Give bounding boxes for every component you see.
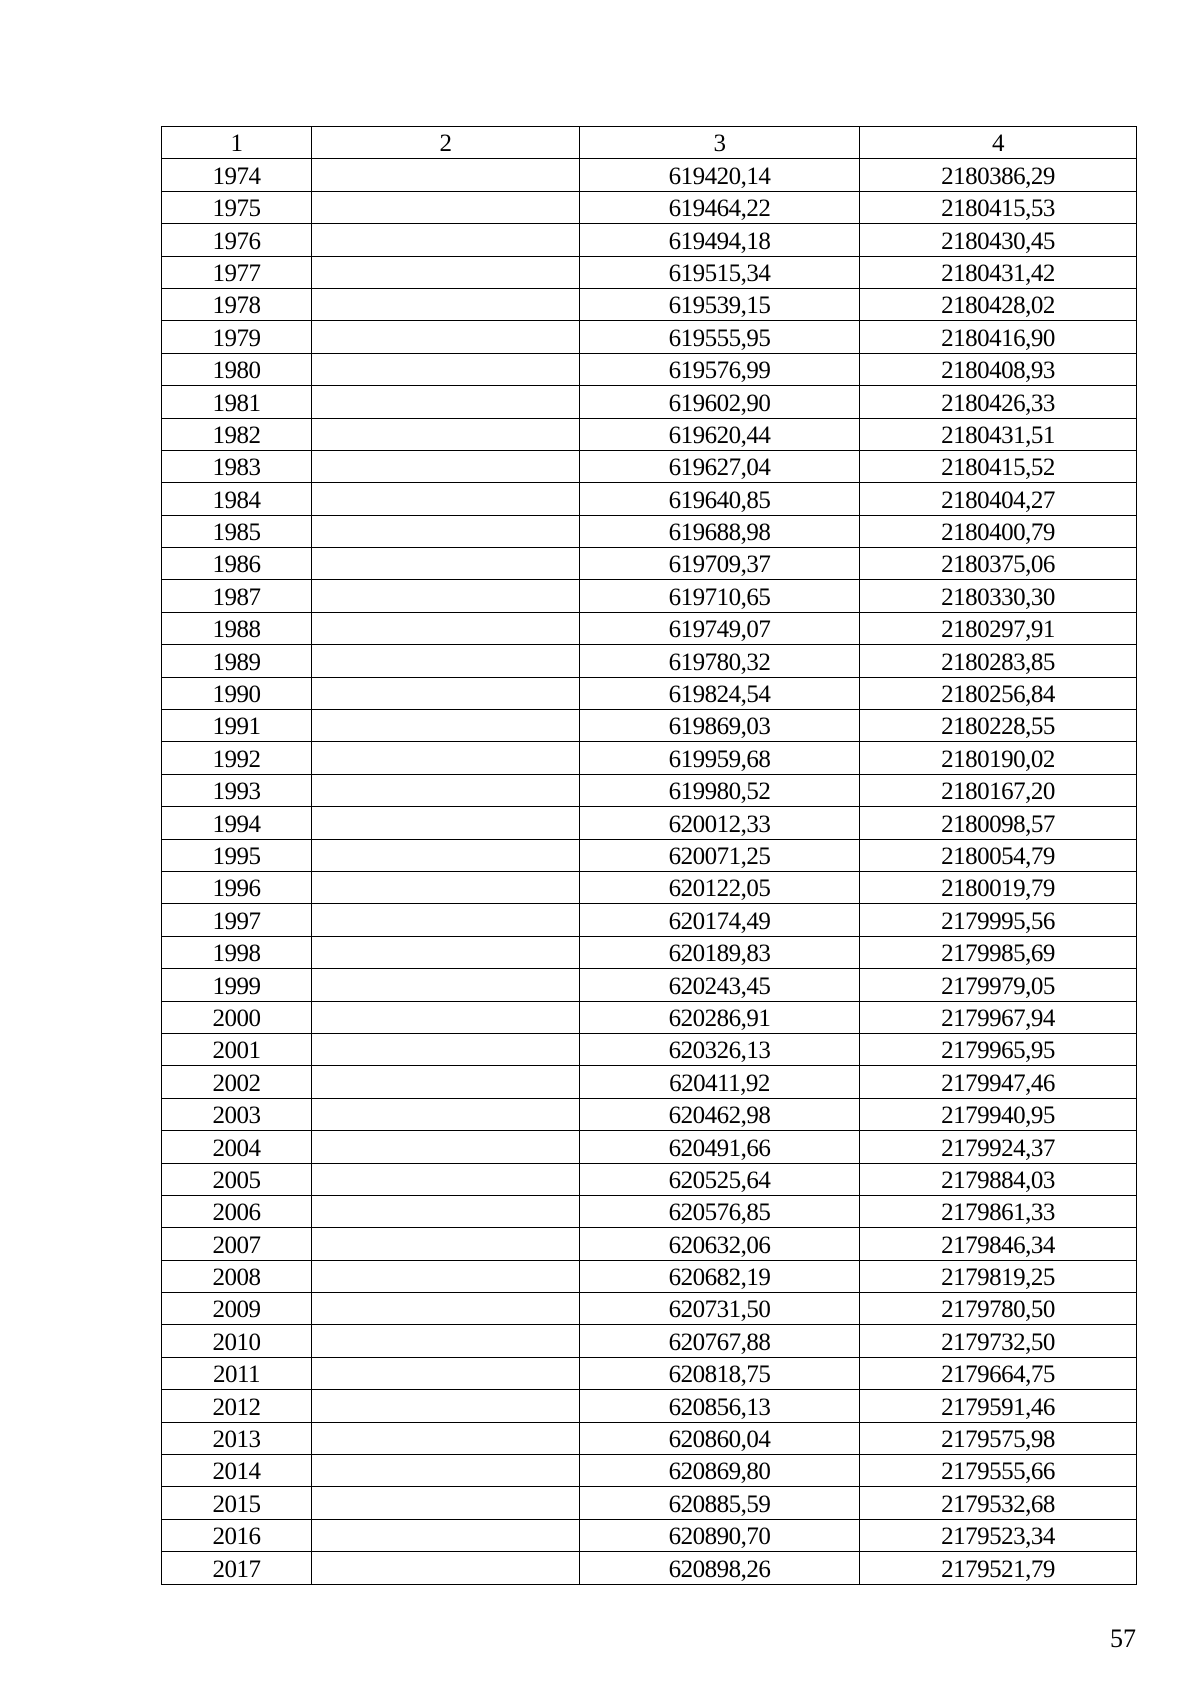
empty-cell — [312, 677, 580, 709]
x-coordinate-cell: 619464,22 — [580, 191, 860, 223]
empty-cell — [312, 839, 580, 871]
y-coordinate-cell: 2180430,45 — [860, 224, 1137, 256]
x-coordinate-cell: 620682,19 — [580, 1260, 860, 1292]
table-row — [162, 839, 1137, 871]
x-coordinate-cell: 619869,03 — [580, 710, 860, 742]
empty-cell — [312, 256, 580, 288]
x-coordinate-cell: 620898,26 — [580, 1552, 860, 1584]
y-coordinate-cell: 2179947,46 — [860, 1066, 1137, 1098]
table-row — [162, 904, 1137, 936]
y-coordinate-cell: 2179732,50 — [860, 1325, 1137, 1357]
table-row — [162, 1195, 1137, 1227]
table-row — [162, 1519, 1137, 1551]
year-cell: 1975 — [162, 191, 312, 223]
year-cell: 2006 — [162, 1195, 312, 1227]
year-cell: 2012 — [162, 1390, 312, 1422]
x-coordinate-cell: 620122,05 — [580, 871, 860, 903]
empty-cell — [312, 580, 580, 612]
year-cell: 2014 — [162, 1455, 312, 1487]
year-cell: 2007 — [162, 1228, 312, 1260]
y-coordinate-cell: 2179532,68 — [860, 1487, 1137, 1519]
empty-cell — [312, 1066, 580, 1098]
y-coordinate-cell: 2180375,06 — [860, 548, 1137, 580]
year-cell: 2005 — [162, 1163, 312, 1195]
empty-cell — [312, 1422, 580, 1454]
y-coordinate-cell: 2180400,79 — [860, 515, 1137, 547]
y-coordinate-cell: 2179846,34 — [860, 1228, 1137, 1260]
y-coordinate-cell: 2180098,57 — [860, 807, 1137, 839]
table-row — [162, 871, 1137, 903]
x-coordinate-cell: 619980,52 — [580, 774, 860, 806]
year-cell: 2015 — [162, 1487, 312, 1519]
x-coordinate-cell: 619640,85 — [580, 483, 860, 515]
y-coordinate-cell: 2179591,46 — [860, 1390, 1137, 1422]
table-row — [162, 288, 1137, 320]
x-coordinate-cell: 620462,98 — [580, 1098, 860, 1130]
empty-cell — [312, 1552, 580, 1584]
table-row — [162, 1098, 1137, 1130]
year-cell: 1989 — [162, 645, 312, 677]
coordinates-table — [161, 126, 1137, 1585]
table-body — [162, 159, 1137, 1584]
table-row — [162, 710, 1137, 742]
year-cell: 2016 — [162, 1519, 312, 1551]
empty-cell — [312, 386, 580, 418]
year-cell: 2002 — [162, 1066, 312, 1098]
empty-cell — [312, 353, 580, 385]
y-coordinate-cell: 2180386,29 — [860, 159, 1137, 191]
x-coordinate-cell: 619688,98 — [580, 515, 860, 547]
table-row — [162, 969, 1137, 1001]
table-row — [162, 1260, 1137, 1292]
empty-cell — [312, 159, 580, 191]
x-coordinate-cell: 620243,45 — [580, 969, 860, 1001]
y-coordinate-cell: 2180408,93 — [860, 353, 1137, 385]
header-cell-3: 3 — [580, 127, 860, 159]
table-row — [162, 936, 1137, 968]
year-cell: 2017 — [162, 1552, 312, 1584]
x-coordinate-cell: 619627,04 — [580, 450, 860, 482]
year-cell: 1981 — [162, 386, 312, 418]
y-coordinate-cell: 2180190,02 — [860, 742, 1137, 774]
empty-cell — [312, 612, 580, 644]
table-row — [162, 1228, 1137, 1260]
year-cell: 1997 — [162, 904, 312, 936]
x-coordinate-cell: 619709,37 — [580, 548, 860, 580]
x-coordinate-cell: 619749,07 — [580, 612, 860, 644]
year-cell: 2010 — [162, 1325, 312, 1357]
year-cell: 1978 — [162, 288, 312, 320]
x-coordinate-cell: 620576,85 — [580, 1195, 860, 1227]
x-coordinate-cell: 620012,33 — [580, 807, 860, 839]
year-cell: 1976 — [162, 224, 312, 256]
table-row — [162, 548, 1137, 580]
y-coordinate-cell: 2179819,25 — [860, 1260, 1137, 1292]
empty-cell — [312, 1001, 580, 1033]
x-coordinate-cell: 620856,13 — [580, 1390, 860, 1422]
table-row — [162, 483, 1137, 515]
year-cell: 1983 — [162, 450, 312, 482]
table-row — [162, 807, 1137, 839]
empty-cell — [312, 710, 580, 742]
year-cell: 1992 — [162, 742, 312, 774]
y-coordinate-cell: 2179521,79 — [860, 1552, 1137, 1584]
x-coordinate-cell: 620491,66 — [580, 1131, 860, 1163]
x-coordinate-cell: 620174,49 — [580, 904, 860, 936]
table-row — [162, 645, 1137, 677]
y-coordinate-cell: 2180228,55 — [860, 710, 1137, 742]
y-coordinate-cell: 2179555,66 — [860, 1455, 1137, 1487]
empty-cell — [312, 224, 580, 256]
year-cell: 1977 — [162, 256, 312, 288]
y-coordinate-cell: 2179575,98 — [860, 1422, 1137, 1454]
x-coordinate-cell: 620731,50 — [580, 1293, 860, 1325]
x-coordinate-cell: 619780,32 — [580, 645, 860, 677]
x-coordinate-cell: 620890,70 — [580, 1519, 860, 1551]
table-row — [162, 1066, 1137, 1098]
y-coordinate-cell: 2179780,50 — [860, 1293, 1137, 1325]
year-cell: 1986 — [162, 548, 312, 580]
empty-cell — [312, 1357, 580, 1389]
x-coordinate-cell: 620885,59 — [580, 1487, 860, 1519]
y-coordinate-cell: 2180428,02 — [860, 288, 1137, 320]
table-row — [162, 1001, 1137, 1033]
table-row — [162, 256, 1137, 288]
year-cell: 2008 — [162, 1260, 312, 1292]
table-row — [162, 1422, 1137, 1454]
empty-cell — [312, 1487, 580, 1519]
y-coordinate-cell: 2180415,53 — [860, 191, 1137, 223]
table-row — [162, 191, 1137, 223]
table-row — [162, 1455, 1137, 1487]
x-coordinate-cell: 619515,34 — [580, 256, 860, 288]
year-cell: 2011 — [162, 1357, 312, 1389]
table-row — [162, 1390, 1137, 1422]
x-coordinate-cell: 620189,83 — [580, 936, 860, 968]
y-coordinate-cell: 2179940,95 — [860, 1098, 1137, 1130]
table-row — [162, 159, 1137, 191]
x-coordinate-cell: 619602,90 — [580, 386, 860, 418]
x-coordinate-cell: 620860,04 — [580, 1422, 860, 1454]
empty-cell — [312, 1519, 580, 1551]
table-row — [162, 677, 1137, 709]
year-cell: 1988 — [162, 612, 312, 644]
y-coordinate-cell: 2179664,75 — [860, 1357, 1137, 1389]
table-row — [162, 353, 1137, 385]
year-cell: 1994 — [162, 807, 312, 839]
empty-cell — [312, 548, 580, 580]
year-cell: 1993 — [162, 774, 312, 806]
empty-cell — [312, 191, 580, 223]
y-coordinate-cell: 2180431,51 — [860, 418, 1137, 450]
table-row — [162, 1131, 1137, 1163]
year-cell: 1991 — [162, 710, 312, 742]
table-row — [162, 386, 1137, 418]
year-cell: 2003 — [162, 1098, 312, 1130]
empty-cell — [312, 969, 580, 1001]
empty-cell — [312, 742, 580, 774]
table-row — [162, 612, 1137, 644]
x-coordinate-cell: 619494,18 — [580, 224, 860, 256]
empty-cell — [312, 1390, 580, 1422]
empty-cell — [312, 1260, 580, 1292]
year-cell: 1996 — [162, 871, 312, 903]
empty-cell — [312, 1455, 580, 1487]
table-row — [162, 774, 1137, 806]
empty-cell — [312, 807, 580, 839]
x-coordinate-cell: 619710,65 — [580, 580, 860, 612]
x-coordinate-cell: 619959,68 — [580, 742, 860, 774]
year-cell: 1985 — [162, 515, 312, 547]
year-cell: 1990 — [162, 677, 312, 709]
x-coordinate-cell: 619555,95 — [580, 321, 860, 353]
year-cell: 1998 — [162, 936, 312, 968]
year-cell: 1974 — [162, 159, 312, 191]
table-row — [162, 1487, 1137, 1519]
y-coordinate-cell: 2179967,94 — [860, 1001, 1137, 1033]
page-number: 57 — [1110, 1624, 1136, 1653]
empty-cell — [312, 1325, 580, 1357]
table-row — [162, 1325, 1137, 1357]
year-cell: 2004 — [162, 1131, 312, 1163]
x-coordinate-cell: 620326,13 — [580, 1033, 860, 1065]
header-cell-1: 1 — [162, 127, 312, 159]
table-row — [162, 580, 1137, 612]
x-coordinate-cell: 620411,92 — [580, 1066, 860, 1098]
empty-cell — [312, 1293, 580, 1325]
empty-cell — [312, 288, 580, 320]
y-coordinate-cell: 2179884,03 — [860, 1163, 1137, 1195]
year-cell: 1995 — [162, 839, 312, 871]
year-cell: 2013 — [162, 1422, 312, 1454]
y-coordinate-cell: 2180167,20 — [860, 774, 1137, 806]
empty-cell — [312, 1033, 580, 1065]
x-coordinate-cell: 620767,88 — [580, 1325, 860, 1357]
empty-cell — [312, 936, 580, 968]
y-coordinate-cell: 2179965,95 — [860, 1033, 1137, 1065]
year-cell: 1987 — [162, 580, 312, 612]
empty-cell — [312, 321, 580, 353]
table-row — [162, 1357, 1137, 1389]
empty-cell — [312, 515, 580, 547]
empty-cell — [312, 1098, 580, 1130]
header-cell-2: 2 — [312, 127, 580, 159]
empty-cell — [312, 871, 580, 903]
table-header-row — [162, 127, 1137, 159]
y-coordinate-cell: 2179985,69 — [860, 936, 1137, 968]
year-cell: 1982 — [162, 418, 312, 450]
table-row — [162, 515, 1137, 547]
y-coordinate-cell: 2179861,33 — [860, 1195, 1137, 1227]
empty-cell — [312, 450, 580, 482]
empty-cell — [312, 483, 580, 515]
x-coordinate-cell: 620818,75 — [580, 1357, 860, 1389]
year-cell: 1984 — [162, 483, 312, 515]
y-coordinate-cell: 2180283,85 — [860, 645, 1137, 677]
year-cell: 2009 — [162, 1293, 312, 1325]
empty-cell — [312, 1195, 580, 1227]
y-coordinate-cell: 2179995,56 — [860, 904, 1137, 936]
table-row — [162, 742, 1137, 774]
y-coordinate-cell: 2180054,79 — [860, 839, 1137, 871]
empty-cell — [312, 1228, 580, 1260]
x-coordinate-cell: 619576,99 — [580, 353, 860, 385]
x-coordinate-cell: 620071,25 — [580, 839, 860, 871]
year-cell: 1980 — [162, 353, 312, 385]
empty-cell — [312, 904, 580, 936]
x-coordinate-cell: 620632,06 — [580, 1228, 860, 1260]
empty-cell — [312, 418, 580, 450]
year-cell: 2001 — [162, 1033, 312, 1065]
empty-cell — [312, 1163, 580, 1195]
y-coordinate-cell: 2179924,37 — [860, 1131, 1137, 1163]
x-coordinate-cell: 620286,91 — [580, 1001, 860, 1033]
year-cell: 1979 — [162, 321, 312, 353]
year-cell: 1999 — [162, 969, 312, 1001]
table-row — [162, 418, 1137, 450]
table-row — [162, 1293, 1137, 1325]
table-row — [162, 450, 1137, 482]
x-coordinate-cell: 620525,64 — [580, 1163, 860, 1195]
y-coordinate-cell: 2180330,30 — [860, 580, 1137, 612]
y-coordinate-cell: 2179979,05 — [860, 969, 1137, 1001]
x-coordinate-cell: 620869,80 — [580, 1455, 860, 1487]
empty-cell — [312, 774, 580, 806]
y-coordinate-cell: 2180297,91 — [860, 612, 1137, 644]
header-cell-4: 4 — [860, 127, 1137, 159]
y-coordinate-cell: 2179523,34 — [860, 1519, 1137, 1551]
x-coordinate-cell: 619620,44 — [580, 418, 860, 450]
year-cell: 2000 — [162, 1001, 312, 1033]
table-row — [162, 1163, 1137, 1195]
table-row — [162, 224, 1137, 256]
table-row — [162, 321, 1137, 353]
y-coordinate-cell: 2180415,52 — [860, 450, 1137, 482]
y-coordinate-cell: 2180416,90 — [860, 321, 1137, 353]
x-coordinate-cell: 619420,14 — [580, 159, 860, 191]
y-coordinate-cell: 2180256,84 — [860, 677, 1137, 709]
empty-cell — [312, 645, 580, 677]
table-row — [162, 1033, 1137, 1065]
x-coordinate-cell: 619824,54 — [580, 677, 860, 709]
y-coordinate-cell: 2180426,33 — [860, 386, 1137, 418]
y-coordinate-cell: 2180404,27 — [860, 483, 1137, 515]
y-coordinate-cell: 2180431,42 — [860, 256, 1137, 288]
empty-cell — [312, 1131, 580, 1163]
x-coordinate-cell: 619539,15 — [580, 288, 860, 320]
table-row — [162, 1552, 1137, 1584]
y-coordinate-cell: 2180019,79 — [860, 871, 1137, 903]
